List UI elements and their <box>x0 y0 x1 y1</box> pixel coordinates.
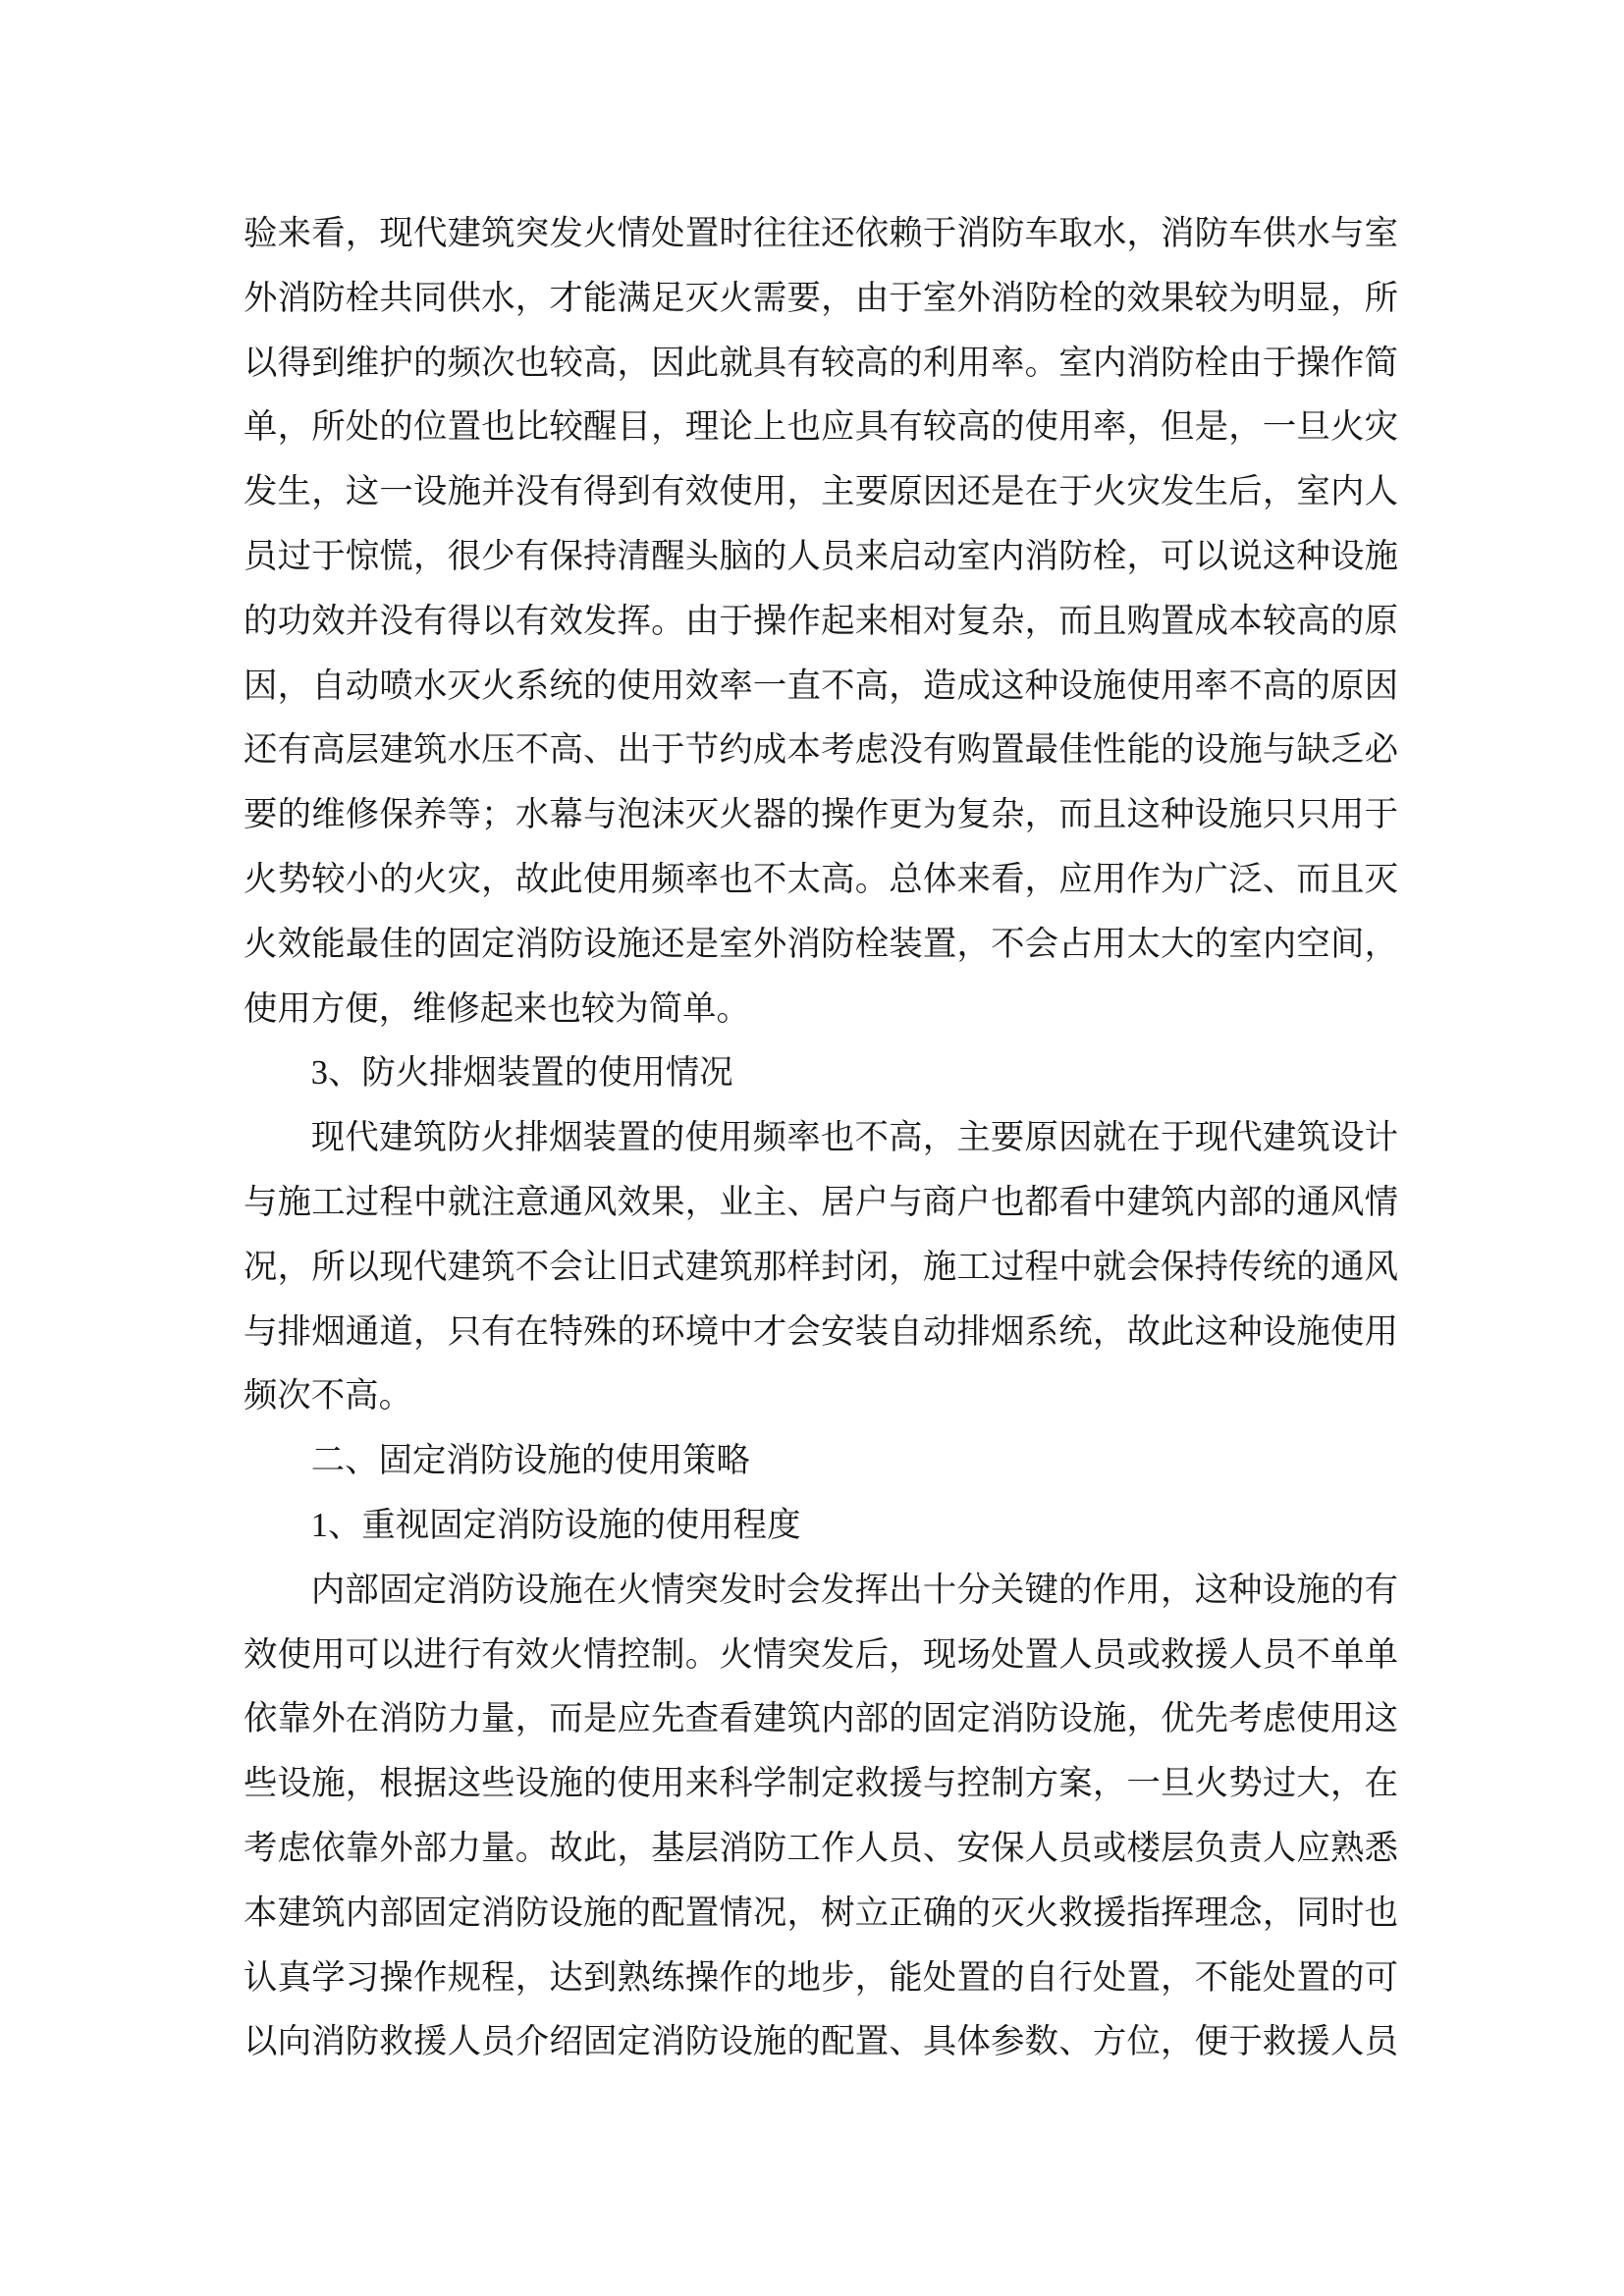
text-line: 考虑依靠外部力量。故此，基层消防工作人员、安保人员或楼层负责人应熟悉 <box>244 1829 1398 1867</box>
text-line: 因，自动喷水灭火系统的使用效率一直不高，造成这种设施使用率不高的原因 <box>244 667 1398 705</box>
text-line: 3、防火排烟装置的使用情况 <box>310 1054 733 1093</box>
text-line: 发生，这一设施并没有得到有效使用，主要原因还是在于火灾发生后，室内人 <box>244 473 1398 511</box>
text-line: 些设施，根据这些设施的使用来科学制定救援与控制方案，一旦火势过大，在 <box>244 1765 1398 1803</box>
text-line: 的功效并没有得以有效发挥。由于操作起来相对复杂，而且购置成本较高的原 <box>244 602 1398 640</box>
text-line: 外消防栓共同供水，才能满足灭火需要，由于室外消防栓的效果较为明显，所 <box>244 279 1398 317</box>
text-line: 内部固定消防设施在火情突发时会发挥出十分关键的作用，这种设施的有 <box>310 1571 1398 1609</box>
text-line: 与排烟通道，只有在特殊的环境中才会安装自动排烟系统，故此这种设施使用 <box>244 1312 1398 1351</box>
text-line: 认真学习操作规程，达到熟练操作的地步，能处置的自行处置，不能处置的可 <box>244 1958 1398 1997</box>
text-line: 1、重视固定消防设施的使用程度 <box>310 1506 801 1544</box>
text-line: 验来看，现代建筑突发火情处置时往往还依赖于消防车取水，消防车供水与室 <box>244 215 1398 252</box>
text-line: 频次不高。 <box>244 1377 412 1415</box>
page-text-block <box>244 202 1398 2075</box>
text-line: 二、固定消防设施的使用策略 <box>310 1442 750 1480</box>
text-line: 以向消防救援人员介绍固定消防设施的配置、具体参数、方位，便于救援人员 <box>244 2023 1398 2061</box>
text-line: 本建筑内部固定消防设施的配置情况，树立正确的灭火救援指挥理念，同时也 <box>244 1894 1398 1932</box>
text-line: 要的维修保养等；水幕与泡沫灭火器的操作更为复杂，而且这种设施只只用于 <box>244 796 1398 834</box>
text-line: 员过于惊慌，很少有保持清醒头脑的人员来启动室内消防栓，可以说这种设施 <box>244 537 1398 575</box>
text-line: 火效能最佳的固定消防设施还是室外消防栓装置，不会占用太大的室内空间， <box>244 925 1398 963</box>
text-line: 火势较小的火灾，故此使用频率也不太高。总体来看，应用作为广泛、而且灭 <box>244 860 1398 898</box>
text-line: 与施工过程中就注意通风效果，业主、居户与商户也都看中建筑内部的通风情 <box>244 1183 1398 1221</box>
text-line: 现代建筑防火排烟装置的使用频率也不高，主要原因就在于现代建筑设计 <box>310 1119 1398 1157</box>
text-line: 使用方便，维修起来也较为简单。 <box>244 989 750 1028</box>
text-line: 单，所处的位置也比较醒目，理论上也应具有较高的使用率，但是，一旦火灾 <box>244 408 1398 447</box>
text-line: 效使用可以进行有效火情控制。火情突发后，现场处置人员或救援人员不单单 <box>244 1635 1398 1674</box>
text-line: 以得到维护的频次也较高，因此就具有较高的利用率。室内消防栓由于操作简 <box>244 344 1398 382</box>
text-line: 况，所以现代建筑不会让旧式建筑那样封闭，施工过程中就会保持传统的通风 <box>244 1248 1398 1286</box>
text-line: 依靠外在消防力量，而是应先查看建筑内部的固定消防设施，优先考虑使用这 <box>244 1700 1398 1738</box>
text-line: 还有高层建筑水压不高、出于节约成本考虑没有购置最佳性能的设施与缺乏必 <box>244 731 1398 770</box>
